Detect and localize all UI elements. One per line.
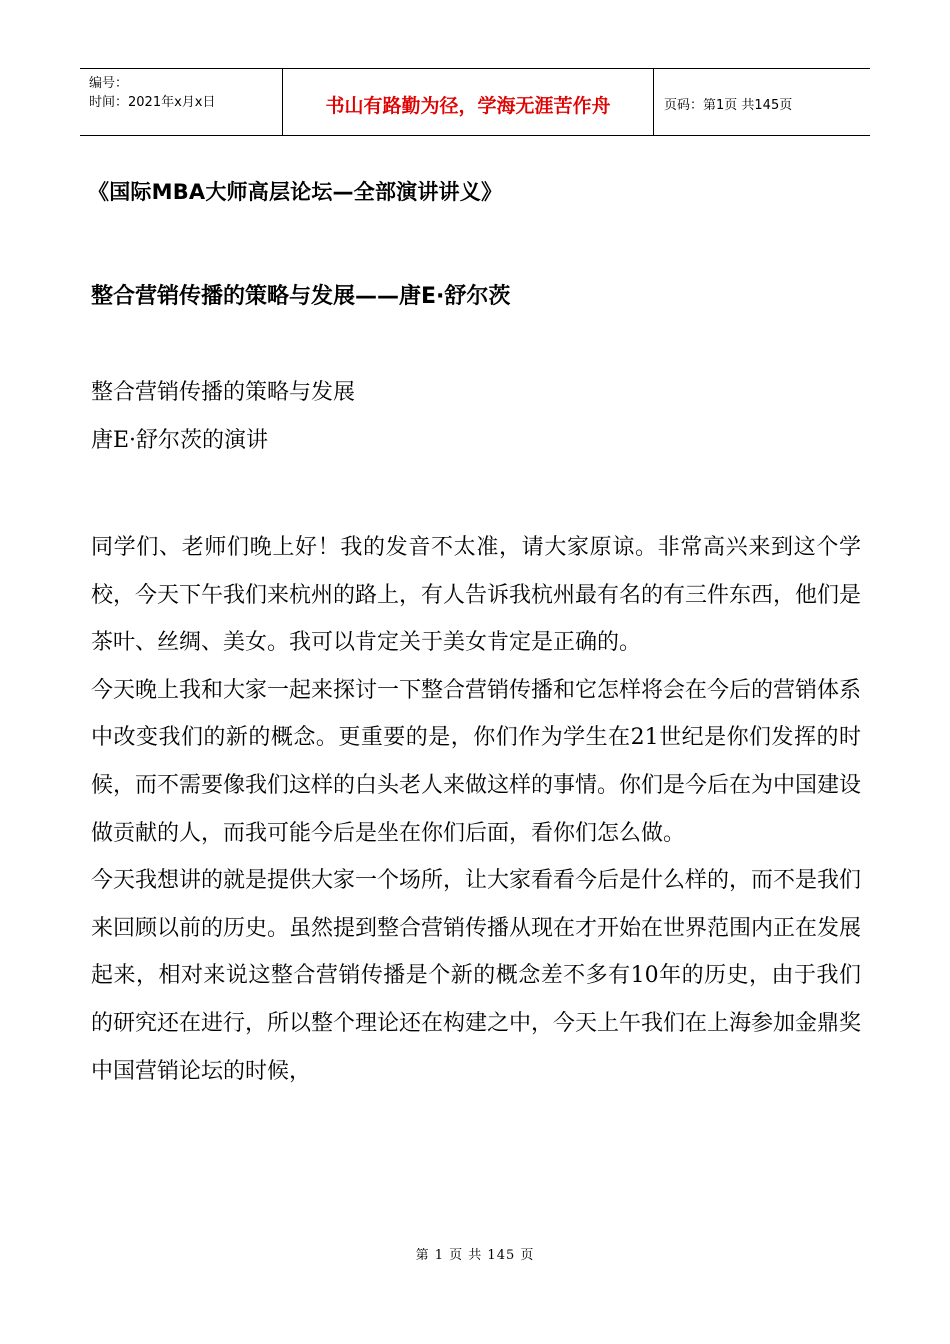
page-header <box>80 68 870 136</box>
section-title: 整合营销传播的策略与发展——唐E·舒尔茨 <box>91 284 511 309</box>
document-number-label: 编号： <box>89 76 129 91</box>
paragraph: 今天晚上我和大家一起来探讨一下整合营销传播和它怎样将会在今后的营销体系中改变我们的新的概念。更重要的是，你们作为学生在21世纪是你们发挥的时候，而不需要像我们这样的白头老人来做这样的事情。你们是今后在为中国建设做贡献的人，而我可能今后是坐在你们后面，看你们怎么做。 <box>91 677 862 846</box>
body-text <box>91 524 861 1095</box>
header-meta-cell <box>80 69 282 135</box>
header-motto-cell <box>282 69 654 135</box>
page-footer: 第 1 页 共 145 页 <box>415 1248 535 1263</box>
subtitle-line-1: 整合营销传播的策略与发展 <box>91 380 356 405</box>
paragraph: 今天我想讲的就是提供大家一个场所，让大家看看今后是什么样的，而不是我们来回顾以前的历史。虽然提到整合营销传播从现在才开始在世界范围内正在发展起来，相对来说这整合营销传播是个新的概念差不多有10年的历史，由于我们的研究还在进行，所以整个理论还在构建之中，今天上午我们在上海参加金鼎奖中国营销论坛的时候， <box>91 868 862 1084</box>
header-page-code: 页码：第1页 共145页 <box>664 97 793 113</box>
document-time-label: 时间：2021年x月x日 <box>89 95 216 110</box>
main-title: 《国际MBA大师高层论坛—全部演讲讲义》 <box>88 180 503 204</box>
paragraph: 同学们、老师们晚上好！我的发音不太准，请大家原谅。非常高兴来到这个学校，今天下午我们来杭州的路上，有人告诉我杭州最有名的有三件东西，他们是茶叶、丝绸、美女。我可以肯定关于美女肯定是正确的。 <box>91 535 862 656</box>
header-motto: 书山有路勤为径，学海无涯苦作舟 <box>325 94 611 117</box>
header-page-cell <box>654 69 870 135</box>
subtitle-line-2: 唐E·舒尔茨的演讲 <box>91 428 269 453</box>
